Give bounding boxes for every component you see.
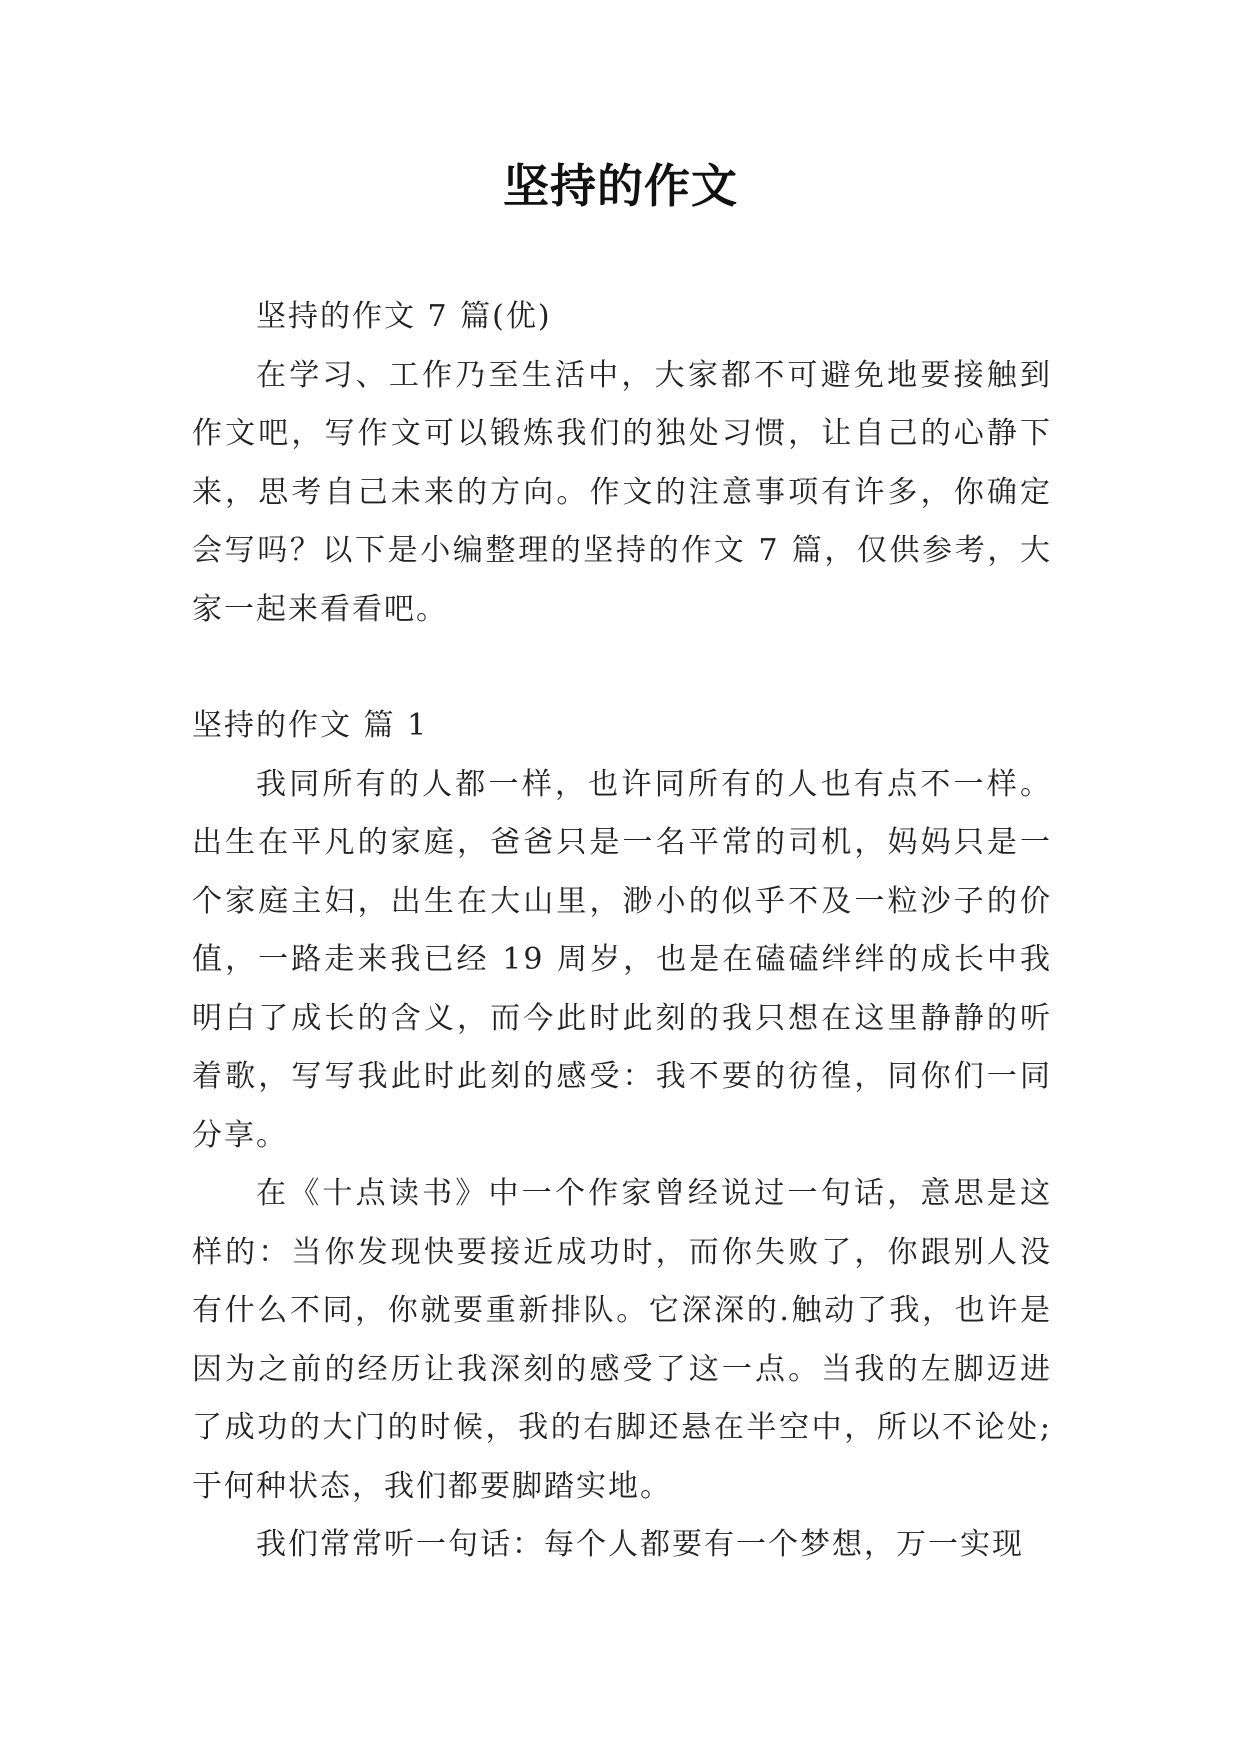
body-paragraph: 我们常常听一句话：每个人都要有一个梦想，万一实现 [256, 1527, 1024, 1562]
section-heading: 坚持的作文 篇 1 [192, 708, 429, 743]
intro-paragraph: 在学习、工作乃至生活中，大家都不可避免地要接触到作文吧，写作文可以锻炼我们的独处习惯，让自己的心静下来，思考自己未来的方向。作文的注意事项有许多，你确定会写吗？以下是小编整理的坚持的作文 7 篇，仅供参考，大家一起来看看吧。 [192, 357, 1052, 627]
document-subtitle: 坚持的作文 7 篇(优) [256, 299, 552, 334]
body-paragraph: 我同所有的人都一样，也许同所有的人也有点不一样。出生在平凡的家庭，爸爸只是一名平常的司机，妈妈只是一个家庭主妇，出生在大山里，渺小的似乎不及一粒沙子的价值，一路走来我已经 19 周岁，也是在磕磕绊绊的成长中我明白了成长的含义，而今此时此刻的我只想在这里静静的听着歌，写写我此时此刻的感受：我不要的彷徨，同你们一同分享。 [192, 766, 1052, 1153]
document-body [192, 288, 1052, 1575]
body-paragraph: 在《十点读书》中一个作家曾经说过一句话，意思是这样的：当你发现快要接近成功时，而你失败了，你跟别人没有什么不同，你就要重新排队。它深深的.触动了我，也许是因为之前的经历让我深刻的感受了这一点。当我的左脚迈进了成功的大门的时候，我的右脚还悬在半空中，所以不论处;于何种状态，我们都要脚踏实地。 [192, 1176, 1052, 1504]
paragraph-spacer [192, 639, 1052, 697]
document-title: 坚持的作文 [503, 159, 738, 213]
